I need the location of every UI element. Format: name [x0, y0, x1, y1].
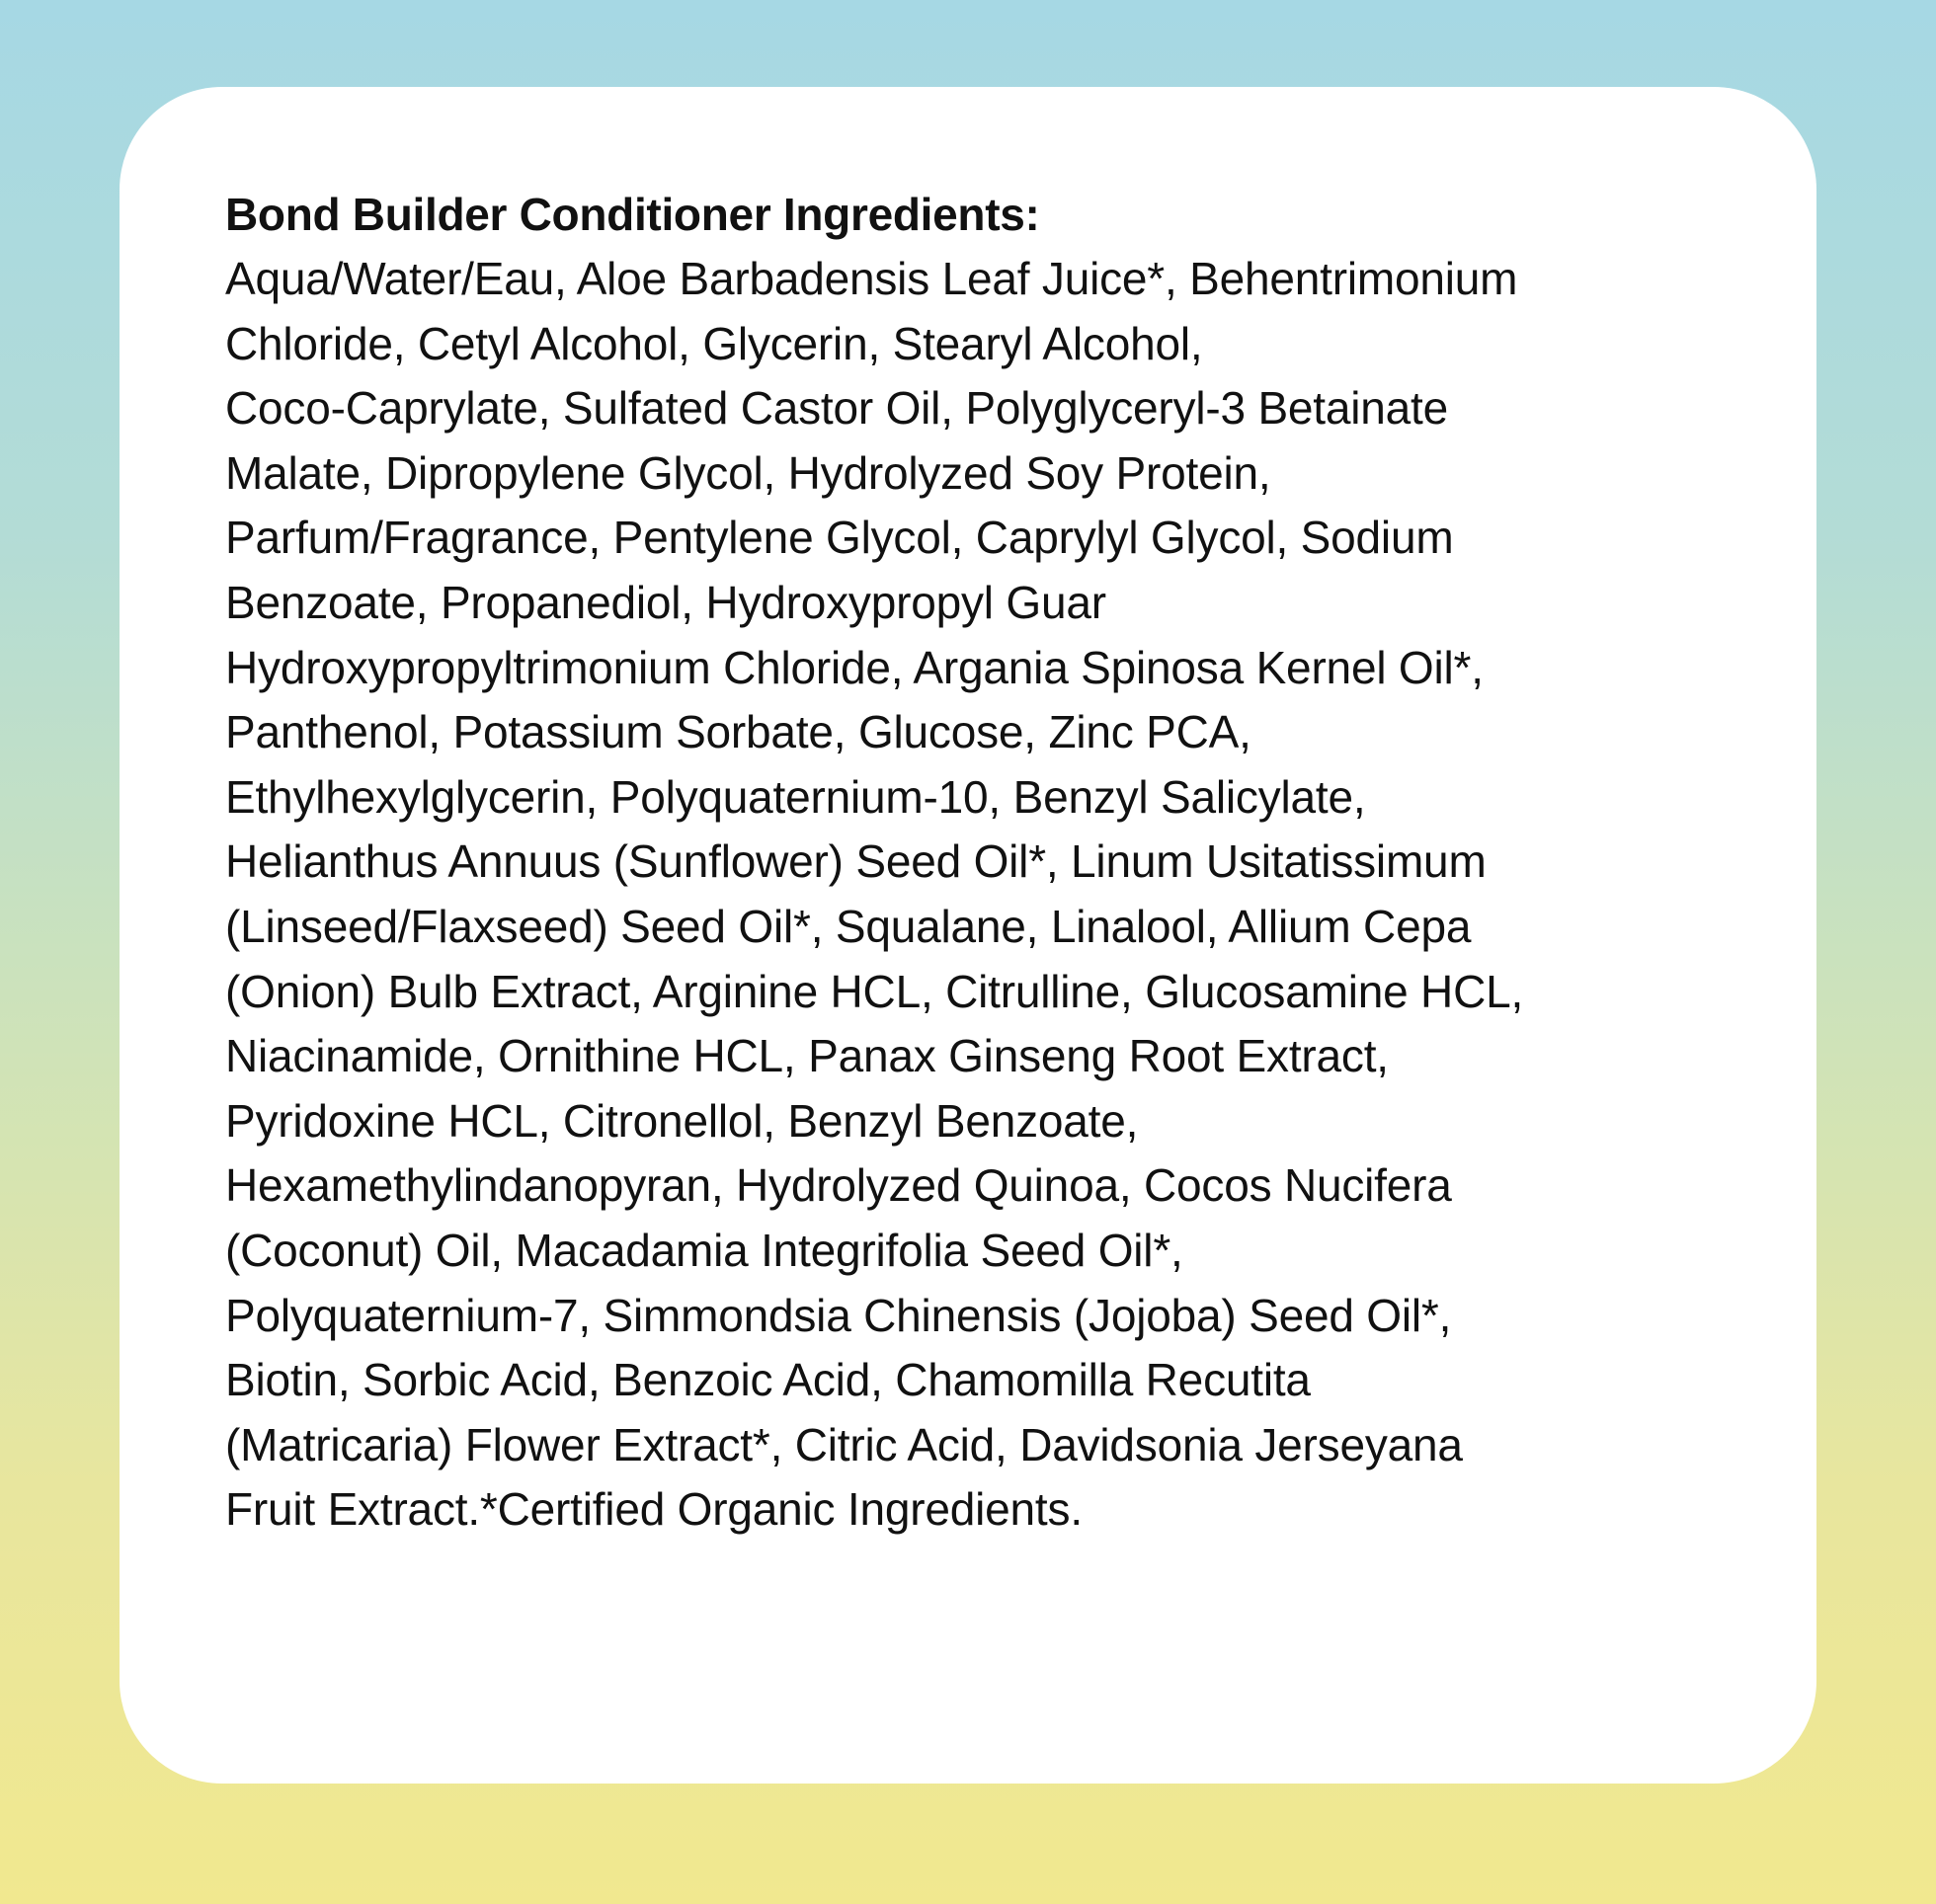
- ingredients-line: Fruit Extract.*Certified Organic Ingredients.: [225, 1483, 1083, 1536]
- ingredients-line: Benzoate, Propanediol, Hydroxypropyl Guar: [225, 576, 1106, 628]
- ingredients-line: Malate, Dipropylene Glycol, Hydrolyzed Soy Protein,: [225, 446, 1271, 499]
- ingredients-card: [120, 87, 1816, 1784]
- ingredients-line: Hydroxypropyltrimonium Chloride, Argania Spinosa Kernel Oil*,: [225, 641, 1484, 693]
- ingredients-heading: Bond Builder Conditioner Ingredients:: [225, 189, 1040, 240]
- ingredients-line: (Onion) Bulb Extract, Arginine HCL, Citrulline, Glucosamine HCL,: [225, 965, 1524, 1017]
- ingredients-line: Hexamethylindanopyran, Hydrolyzed Quinoa, Cocos Nucifera: [225, 1159, 1452, 1212]
- ingredients-line: Chloride, Cetyl Alcohol, Glycerin, Stearyl Alcohol,: [225, 317, 1203, 369]
- ingredients-line: Pyridoxine HCL, Citronellol, Benzyl Benzoate,: [225, 1094, 1139, 1147]
- ingredients-line: Biotin, Sorbic Acid, Benzoic Acid, Chamomilla Recutita: [225, 1354, 1311, 1406]
- ingredients-line: (Matricaria) Flower Extract*, Citric Acid, Davidsonia Jerseyana: [225, 1418, 1463, 1470]
- ingredients-line: Aqua/Water/Eau, Aloe Barbadensis Leaf Juice*, Behentrimonium: [225, 253, 1518, 304]
- ingredients-line: Coco-Caprylate, Sulfated Castor Oil, Polyglyceryl-3 Betainate: [225, 382, 1449, 435]
- ingredients-line: (Linseed/Flaxseed) Seed Oil*, Squalane, Linalool, Allium Cepa: [225, 900, 1472, 952]
- ingredients-list: [225, 247, 1718, 1543]
- ingredients-line: Parfum/Fragrance, Pentylene Glycol, Caprylyl Glycol, Sodium: [225, 512, 1454, 564]
- ingredients-line: Helianthus Annuus (Sunflower) Seed Oil*, Linum Usitatissimum: [225, 835, 1487, 888]
- ingredients-line: (Coconut) Oil, Macadamia Integrifolia Seed Oil*,: [225, 1224, 1183, 1276]
- ingredients-line: Polyquaternium-7, Simmondsia Chinensis (Jojoba) Seed Oil*,: [225, 1289, 1452, 1341]
- ingredients-line: Panthenol, Potassium Sorbate, Glucose, Zinc PCA,: [225, 706, 1251, 758]
- ingredients-line: Niacinamide, Ornithine HCL, Panax Ginseng Root Extract,: [225, 1030, 1389, 1082]
- ingredients-line: Ethylhexylglycerin, Polyquaternium-10, Benzyl Salicylate,: [225, 770, 1366, 823]
